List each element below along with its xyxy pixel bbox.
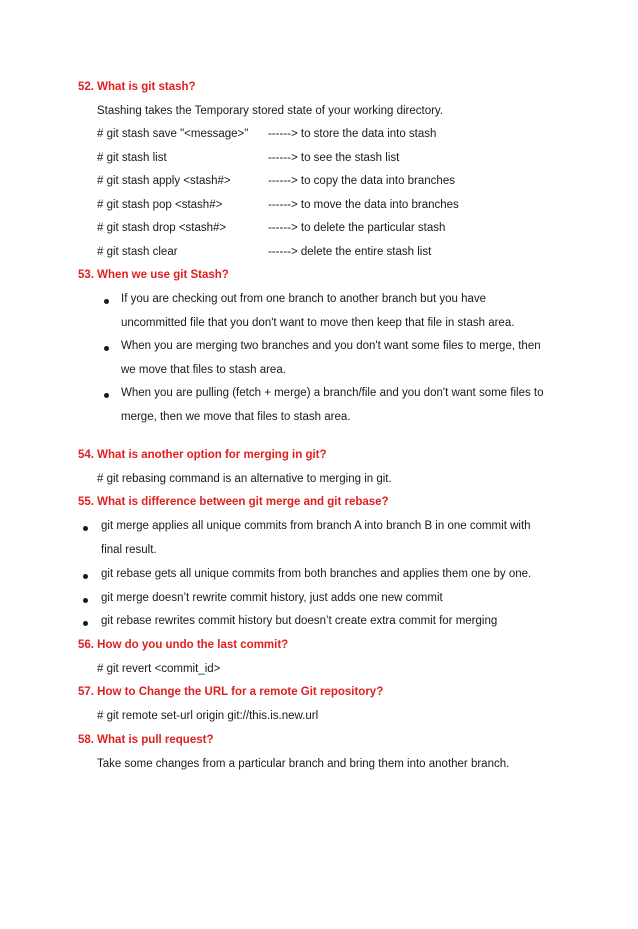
q52-intro: Stashing takes the Temporary stored state of your working directory. bbox=[97, 105, 444, 117]
list-item-continuation: final result. bbox=[101, 544, 157, 556]
question-56-heading: 56. How do you undo the last commit? bbox=[78, 639, 289, 651]
list-item: When you are pulling (fetch + merge) a branch/file and you don't want some files to bbox=[121, 387, 544, 399]
stash-command: # git stash apply <stash#> bbox=[97, 175, 231, 187]
question-52-heading: 52. What is git stash? bbox=[78, 81, 196, 93]
list-item: git merge applies all unique commits from branch A into branch B in one commit with bbox=[101, 520, 531, 532]
stash-command-desc: ------> to copy the data into branches bbox=[268, 175, 455, 187]
bullet-icon bbox=[104, 299, 109, 304]
list-item-continuation: uncommitted file that you don't want to move then keep that file in stash area. bbox=[121, 317, 515, 329]
list-item: git rebase gets all unique commits from both branches and applies them one by one. bbox=[101, 568, 532, 580]
stash-command: # git stash drop <stash#> bbox=[97, 222, 227, 234]
question-53-heading: 53. When we use git Stash? bbox=[78, 269, 229, 281]
list-item: If you are checking out from one branch to another branch but you have bbox=[121, 293, 487, 305]
list-item-continuation: merge, then we move that files to stash area. bbox=[121, 411, 351, 423]
list-item: When you are merging two branches and you don't want some files to merge, then bbox=[121, 340, 541, 352]
stash-command: # git stash pop <stash#> bbox=[97, 199, 223, 211]
bullet-icon bbox=[83, 621, 88, 626]
question-54-heading: 54. What is another option for merging in git? bbox=[78, 449, 327, 461]
question-58-heading: 58. What is pull request? bbox=[78, 734, 214, 746]
q54-answer: # git rebasing command is an alternative to merging in git. bbox=[97, 473, 392, 485]
bullet-icon bbox=[104, 346, 109, 351]
q56-answer: # git revert <commit_id> bbox=[97, 663, 221, 675]
q58-answer: Take some changes from a particular branch and bring them into another branch. bbox=[97, 758, 510, 770]
bullet-icon bbox=[104, 393, 109, 398]
question-57-heading: 57. How to Change the URL for a remote Git repository? bbox=[78, 686, 384, 698]
stash-command-desc: ------> to delete the particular stash bbox=[268, 222, 446, 234]
question-55-heading: 55. What is difference between git merge and git rebase? bbox=[78, 496, 389, 508]
stash-command: # git stash list bbox=[97, 152, 167, 164]
stash-command: # git stash clear bbox=[97, 246, 178, 258]
stash-command-desc: ------> to store the data into stash bbox=[268, 128, 437, 140]
stash-command: # git stash save "<message>" bbox=[97, 128, 249, 140]
list-item: git rebase rewrites commit history but doesn’t create extra commit for merging bbox=[101, 615, 498, 627]
bullet-icon bbox=[83, 526, 88, 531]
q57-answer: # git remote set-url origin git://this.is.new.url bbox=[97, 710, 319, 722]
bullet-icon bbox=[83, 574, 88, 579]
bullet-icon bbox=[83, 598, 88, 603]
list-item-continuation: we move that files to stash area. bbox=[121, 364, 286, 376]
list-item: git merge doesn’t rewrite commit history, just adds one new commit bbox=[101, 592, 443, 604]
stash-command-desc: ------> to move the data into branches bbox=[268, 199, 459, 211]
stash-command-desc: ------> to see the stash list bbox=[268, 152, 400, 164]
stash-command-desc: ------> delete the entire stash list bbox=[268, 246, 432, 258]
